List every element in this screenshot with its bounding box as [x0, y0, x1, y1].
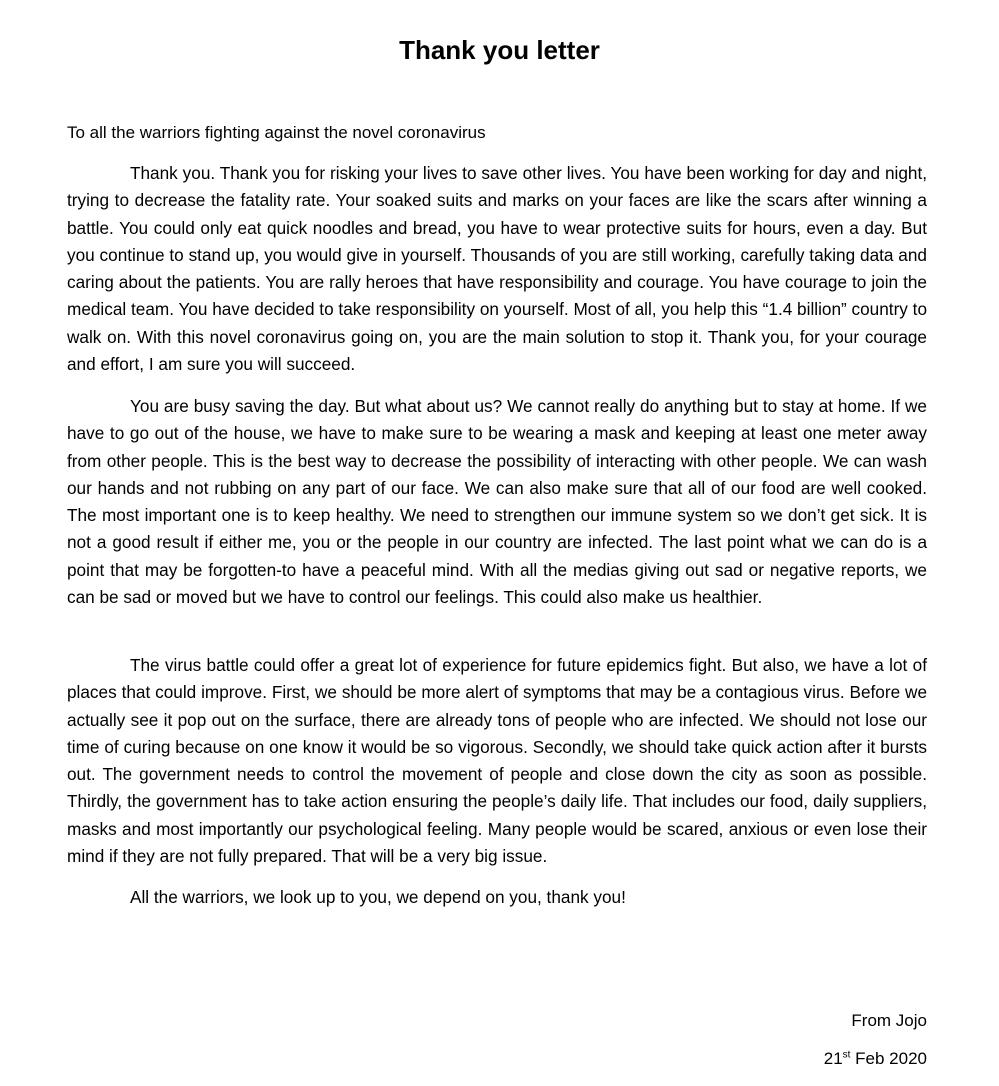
- date-month-year: Feb 2020: [850, 1049, 927, 1068]
- signature: From Jojo: [851, 1011, 927, 1030]
- letter-date: [824, 1047, 927, 1071]
- date-ordinal-suffix: st: [842, 1049, 851, 1061]
- paragraph-1: Thank you. Thank you for risking your lives to save other lives. You have been working for day and night, trying to decrease the fatality rate. Your soaked suits and marks on your faces are like the scars after winning a battle. You could only eat quick noodles and bread, you have to wear protective suits for hours, even a day. But you continue to stand up, you would give in yourself. Thousands of you are still working, carefully taking data and caring about the patients. You are rally heroes that have responsibility and courage. You have courage to join the medical team. You have decided to take responsibility on yourself. Most of all, you help this “1.4 billion” country to walk on. With this novel coronavirus going on, you are the main solution to stop it. Thank you, for your courage and effort, I am sure you will succeed.: [67, 163, 927, 375]
- date-day: 21: [823, 1049, 843, 1068]
- letter-title: Thank you letter: [399, 35, 600, 65]
- paragraph-2: You are busy saving the day. But what about us? We cannot really do anything but to stay at home. If we have to go out of the house, we have to make sure to be wearing a mask and keeping at least one meter away from other people. This is the best way to decrease the possibility of interacting with other people. We can wash our hands and not rubbing on any part of our face. We can also make sure that all of our food are well cooked. The most important one is to keep healthy. We need to strengthen our immune system so we don’t get sick. It is not a good result if either me, you or the people in our country are infected. The last point what we can do is a point that may be forgotten-to have a peaceful mind. With all the medias giving out sad or negative reports, we can be sad or moved but we have to control our feelings. This could also make us healthier.: [67, 396, 927, 608]
- paragraph-4: All the warriors, we look up to you, we depend on you, thank you!: [130, 887, 626, 907]
- paragraph-3: The virus battle could offer a great lot of experience for future epidemics fight. But also, we have a lot of places that could improve. First, we should be more alert of symptoms that may be a contagious virus. Before we actually see it pop out on the surface, there are already tons of people who are infected. We should not lose our time of curing because on one know it would be so vigorous. Secondly, we should take quick action after it bursts out. The government needs to control the movement of people and close down the city as soon as possible. Thirdly, the government has to take action ensuring the people’s daily life. That includes our food, daily suppliers, masks and most importantly our psychological feeling. Many people would be scared, anxious or even lose their mind if they are not fully prepared. That will be a very big issue.: [67, 655, 927, 867]
- salutation: To all the warriors fighting against the novel coronavirus: [67, 123, 486, 142]
